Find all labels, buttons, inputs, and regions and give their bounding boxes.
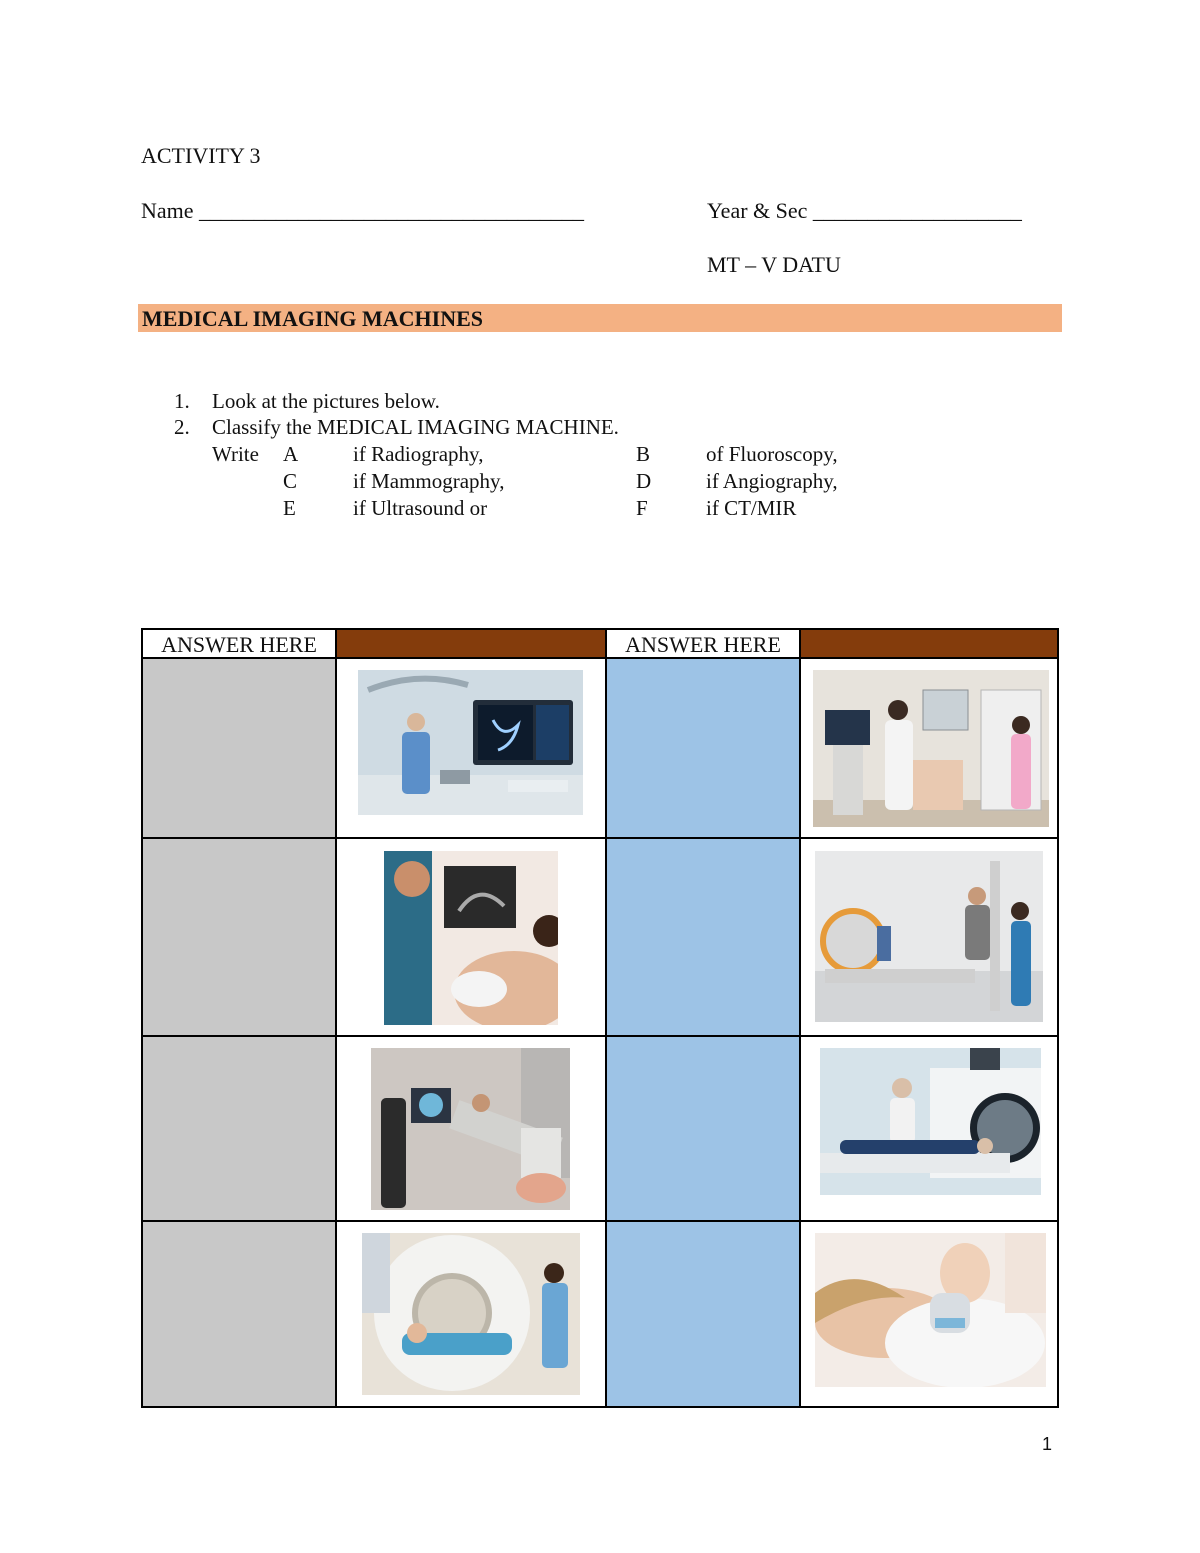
fluoroscopy-room-photo (371, 1048, 570, 1210)
instruction-text: Classify the MEDICAL IMAGING MACHINE. (212, 415, 619, 439)
teacher-line: MT – V DATU (707, 252, 841, 277)
table-header-image (337, 630, 607, 659)
image-cell (337, 1037, 607, 1222)
page-number: 1 (1042, 1434, 1053, 1454)
answer-cell[interactable] (607, 659, 801, 839)
choice-text: if Radiography, (353, 442, 484, 466)
answer-table (141, 628, 1059, 1408)
table-header-answer (143, 630, 337, 659)
answer-cell[interactable] (143, 1222, 337, 1406)
answer-cell[interactable] (143, 839, 337, 1037)
choice-letter: D (636, 469, 652, 493)
choice-text: of Fluoroscopy, (706, 442, 838, 466)
image-cell (337, 1222, 607, 1406)
choice-letter: C (283, 469, 298, 493)
table-header-image (801, 630, 1057, 659)
choice-text: if CT/MIR (706, 496, 797, 520)
mammography-room-photo (813, 670, 1049, 827)
choice-letter: F (636, 496, 648, 520)
section-title: MEDICAL IMAGING MACHINES (142, 306, 484, 331)
instruction-text: Look at the pictures below. (212, 389, 440, 413)
year-sec-field-label: Year & Sec ___________________ (707, 198, 1022, 223)
choice-letter: E (283, 496, 296, 520)
image-cell (337, 659, 607, 839)
write-label: Write (212, 442, 259, 466)
image-cell (337, 839, 607, 1037)
choice-text: if Mammography, (353, 469, 505, 493)
table-header-answer (607, 630, 801, 659)
choice-letter: A (283, 442, 299, 466)
answer-cell[interactable] (143, 659, 337, 839)
image-cell (801, 839, 1057, 1037)
table-header-answer-label: ANSWER HERE (161, 632, 317, 657)
name-field-label: Name ___________________________________ (141, 198, 585, 223)
choice-letter: B (636, 442, 651, 466)
neck-ultrasound-photo (815, 1233, 1046, 1387)
activity-title: ACTIVITY 3 (141, 143, 261, 168)
section-band (138, 304, 1062, 332)
image-cell (801, 659, 1057, 839)
angiography-suite-photo (358, 670, 583, 815)
instruction-number: 1. (174, 389, 190, 413)
ultrasound-exam-photo (384, 851, 558, 1025)
answer-cell[interactable] (607, 1037, 801, 1222)
choice-text: if Angiography, (706, 469, 838, 493)
ct-scanner-photo (362, 1233, 580, 1395)
answer-cell[interactable] (607, 1222, 801, 1406)
image-cell (801, 1222, 1057, 1406)
mri-scanner-photo (820, 1048, 1041, 1195)
instruction-number: 2. (174, 415, 190, 439)
answer-cell[interactable] (143, 1037, 337, 1222)
table-header-answer-label: ANSWER HERE (625, 632, 781, 657)
image-cell (801, 1037, 1057, 1222)
choice-text: if Ultrasound or (353, 496, 488, 520)
radiography-room-photo (815, 851, 1043, 1022)
answer-cell[interactable] (607, 839, 801, 1037)
